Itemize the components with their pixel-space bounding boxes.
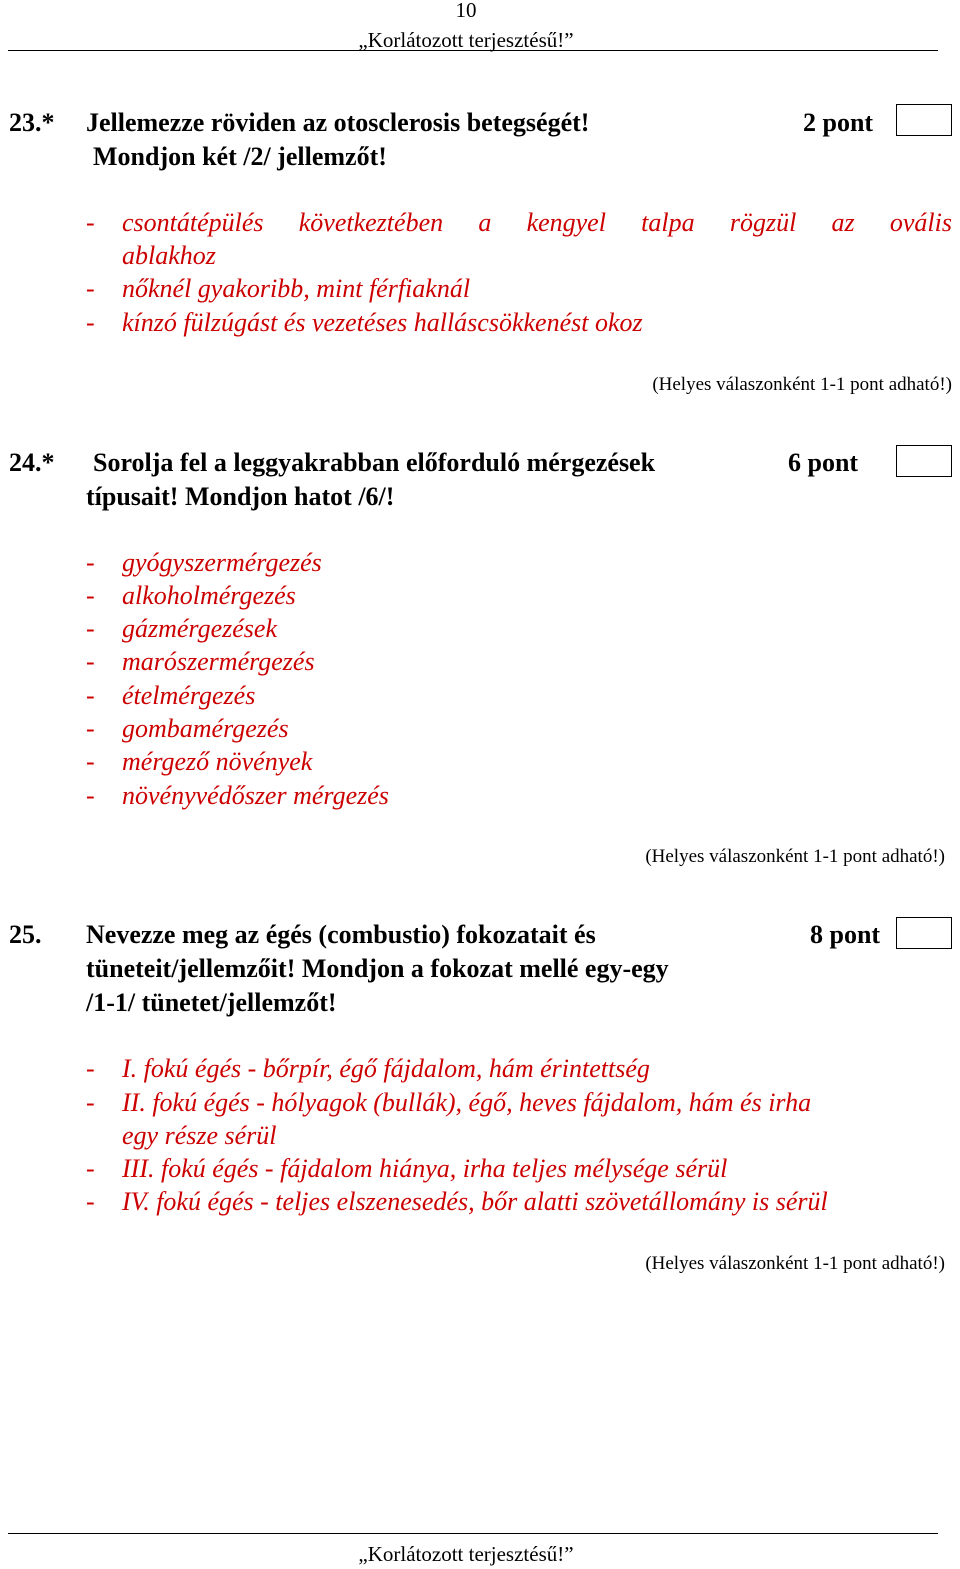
- answer-item: kínzó fülzúgást és vezetéses halláscsökkenést okoz: [122, 308, 643, 337]
- question-text-line-3: /1-1/ tünetet/jellemzőt!: [86, 988, 337, 1017]
- question-text-line-2: típusait! Mondjon hatot /6/!: [86, 482, 395, 511]
- answer-dash: -: [86, 714, 95, 743]
- answer-item-continuation: egy része sérül: [122, 1121, 277, 1150]
- question-text-line-2: Mondjon két /2/ jellemzőt!: [93, 142, 387, 171]
- answer-dash: -: [86, 1088, 95, 1117]
- answer-dash: -: [86, 1187, 95, 1216]
- page-number: 10: [455, 0, 477, 22]
- answer-dash: -: [86, 274, 95, 303]
- answer-dash: -: [86, 614, 95, 643]
- answer-item: II. fokú égés - hólyagok (bullák), égő, heves fájdalom, hám és irha: [122, 1088, 812, 1117]
- answer-item: gombamérgezés: [122, 714, 289, 743]
- points-label: 8 pont: [810, 920, 881, 949]
- answer-item: III. fokú égés - fájdalom hiánya, irha teljes mélysége sérül: [122, 1154, 728, 1183]
- header-restriction: „Korlátozott terjesztésű!”: [358, 28, 574, 52]
- answer-dash: -: [86, 781, 95, 810]
- answer-item: ételmérgezés: [122, 681, 256, 710]
- scoring-note: (Helyes válaszonként 1-1 pont adható!): [652, 374, 952, 395]
- score-box[interactable]: [896, 104, 952, 136]
- answer-dash: -: [86, 681, 95, 710]
- answer-item: gázmérgezések: [122, 614, 277, 643]
- answer-item: marószermérgezés: [122, 647, 315, 676]
- question-text-line-1: Nevezze meg az égés (combustio) fokozatait és: [86, 920, 596, 949]
- answer-dash: -: [86, 208, 95, 237]
- scoring-note: (Helyes válaszonként 1-1 pont adható!): [645, 1253, 945, 1274]
- answer-dash: -: [86, 1054, 95, 1083]
- answer-item: gyógyszermérgezés: [122, 548, 322, 577]
- answer-dash: -: [86, 1154, 95, 1183]
- answer-dash: -: [86, 747, 95, 776]
- answer-item: IV. fokú égés - teljes elszenesedés, bőr alatti szövetállomány is sérül: [122, 1187, 828, 1216]
- question-text-line-1: Jellemezze röviden az otosclerosis betegségét!: [86, 108, 590, 137]
- question-text-line-1: Sorolja fel a leggyakrabban előforduló mérgezések: [93, 448, 656, 477]
- answer-dash: -: [86, 548, 95, 577]
- answer-item: csontátépülés következtében a kengyel talpa rögzül az ovális: [122, 208, 952, 237]
- points-label: 6 pont: [788, 448, 859, 477]
- question-number: 25.: [9, 920, 42, 949]
- score-box[interactable]: [896, 917, 952, 949]
- question-text-line-2: tüneteit/jellemzőit! Mondjon a fokozat mellé egy-egy: [86, 954, 669, 983]
- answer-dash: -: [86, 647, 95, 676]
- question-number: 24.*: [9, 448, 55, 477]
- question-number: 23.*: [9, 108, 55, 137]
- answer-item: nőknél gyakoribb, mint férfiaknál: [122, 274, 471, 303]
- answer-dash: -: [86, 581, 95, 610]
- footer-restriction: „Korlátozott terjesztésű!”: [358, 1542, 574, 1566]
- points-label: 2 pont: [803, 108, 874, 137]
- answer-item: növényvédőszer mérgezés: [122, 781, 389, 810]
- answer-item-continuation: ablakhoz: [122, 241, 216, 270]
- header-rule: [8, 50, 938, 51]
- answer-item: I. fokú égés - bőrpír, égő fájdalom, hám érintettség: [122, 1054, 650, 1083]
- answer-item: alkoholmérgezés: [122, 581, 296, 610]
- answer-item: mérgező növények: [122, 747, 313, 776]
- footer-rule: [8, 1533, 938, 1534]
- scoring-note: (Helyes válaszonként 1-1 pont adható!): [645, 846, 945, 867]
- score-box[interactable]: [896, 445, 952, 477]
- answer-dash: -: [86, 308, 95, 337]
